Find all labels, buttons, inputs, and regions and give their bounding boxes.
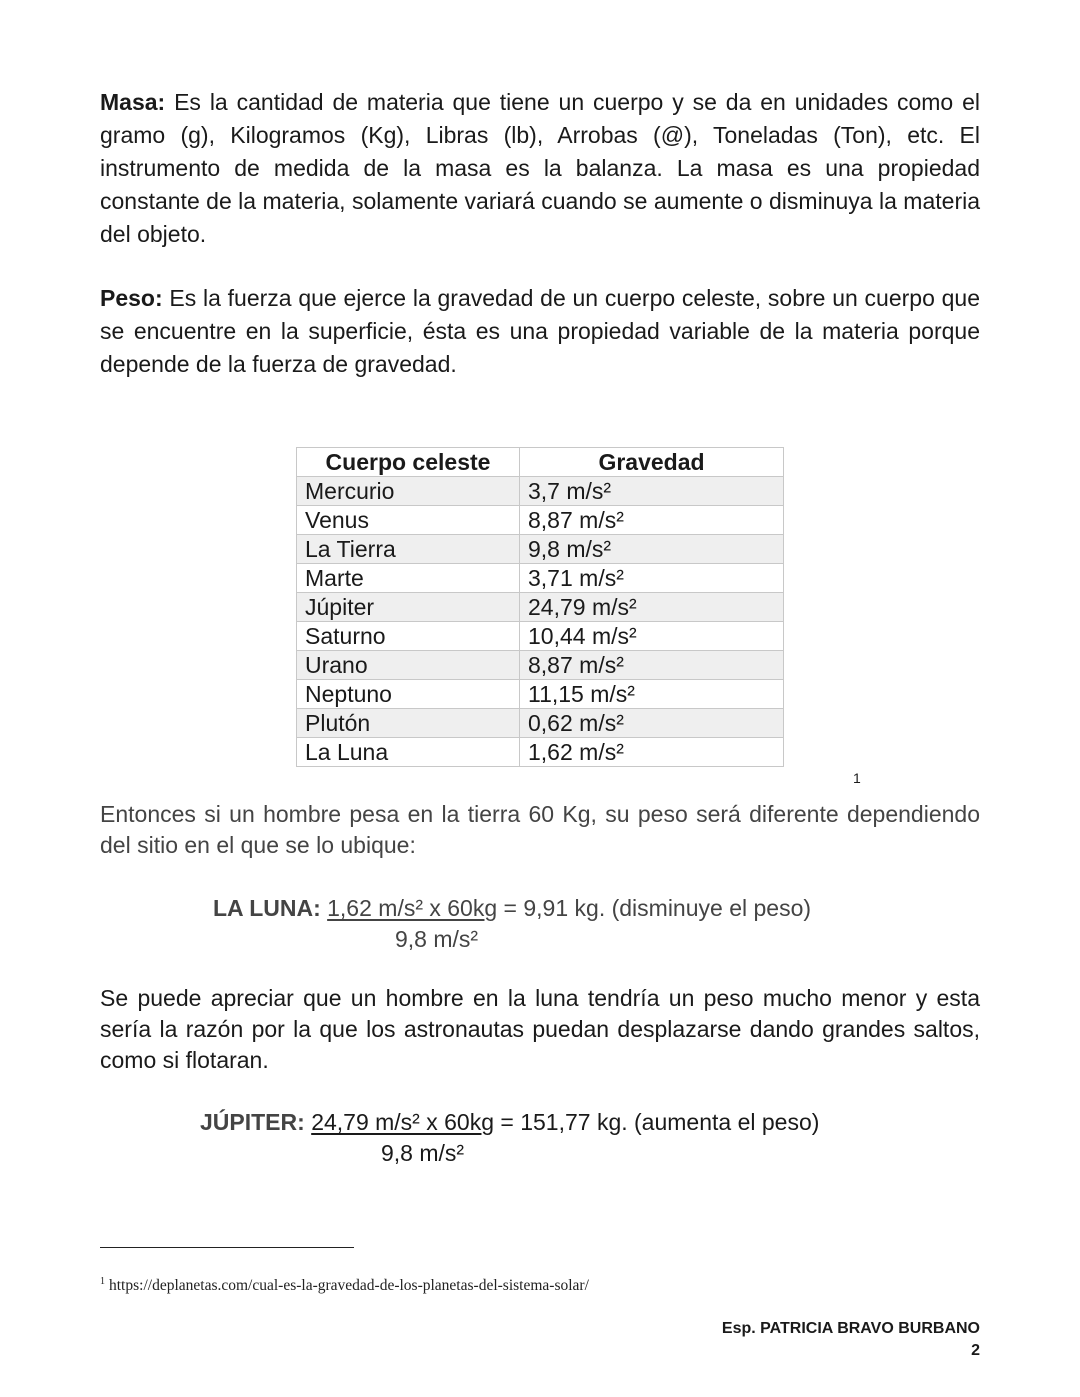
peso-term: Peso: (100, 285, 163, 311)
cell-gravity: 0,62 m/s² (520, 709, 784, 738)
jupiter-numerator: 24,79 m/s² x 60kg (311, 1109, 494, 1135)
luna-equation (213, 893, 811, 923)
jupiter-denominator: 9,8 m/s² (381, 1140, 465, 1166)
cell-gravity: 11,15 m/s² (520, 680, 784, 709)
table-row (297, 593, 784, 622)
cell-body: Venus (297, 506, 520, 535)
table-row (297, 506, 784, 535)
cell-body: Saturno (297, 622, 520, 651)
cell-body: La Tierra (297, 535, 520, 564)
cell-body: La Luna (297, 738, 520, 767)
footnote-mark: 1 (100, 1276, 105, 1287)
entonces-paragraph: Entonces si un hombre pesa en la tierra 60 Kg, su peso será diferente dependiendo del sitio en el que se lo ubique: (100, 801, 980, 858)
table-row (297, 651, 784, 680)
table-header-row (297, 448, 784, 477)
masa-paragraph (100, 86, 980, 251)
masa-text: Es la cantidad de materia que tiene un cuerpo y se da en unidades como el gramo (g), Kilogramos (Kg), Libras (lb), Arrobas (@), Toneladas (Ton), etc. El instrumento de medida de la masa es la balanza. La masa es una propiedad constante de la materia, solamente variará cuando se aumente o disminuya la materia del objeto. (100, 89, 980, 247)
cell-gravity: 3,71 m/s² (520, 564, 784, 593)
cell-gravity: 8,87 m/s² (520, 651, 784, 680)
jupiter-result: = 151,77 kg. (aumenta el peso) (500, 1109, 820, 1135)
cell-gravity: 1,62 m/s² (520, 738, 784, 767)
cell-body: Marte (297, 564, 520, 593)
footnote (100, 1276, 589, 1295)
cell-body: Mercurio (297, 477, 520, 506)
cell-gravity: 9,8 m/s² (520, 535, 784, 564)
luna-denominator: 9,8 m/s² (395, 926, 479, 952)
author-name: Esp. PATRICIA BRAVO BURBANO (721, 1320, 980, 1337)
cell-body: Neptuno (297, 680, 520, 709)
cell-gravity: 24,79 m/s² (520, 593, 784, 622)
table-row (297, 680, 784, 709)
table-row (297, 738, 784, 767)
cell-body: Plutón (297, 709, 520, 738)
table-row (297, 709, 784, 738)
cell-gravity: 10,44 m/s² (520, 622, 784, 651)
header-cuerpo: Cuerpo celeste (297, 448, 520, 477)
apreciar-paragraph: Se puede apreciar que un hombre en la luna tendría un peso mucho menor y esta sería la razón por la que los astronautas puedan desplazarse dando grandes saltos, como si flotaran. (100, 985, 980, 1073)
header-gravedad: Gravedad (520, 448, 784, 477)
jupiter-equation (200, 1107, 819, 1137)
peso-paragraph (100, 282, 980, 381)
cell-body: Urano (297, 651, 520, 680)
footnote-url[interactable]: https://deplanetas.com/cual-es-la-gravedad-de-los-planetas-del-sistema-solar/ (109, 1277, 589, 1295)
luna-result: = 9,91 kg. (disminuye el peso) (503, 895, 812, 921)
table-row (297, 535, 784, 564)
page-number: 2 (971, 1342, 980, 1359)
cell-gravity: 8,87 m/s² (520, 506, 784, 535)
table-row (297, 622, 784, 651)
masa-term: Masa: (100, 89, 166, 115)
footnote-separator (100, 1247, 354, 1248)
footnote-reference: 1 (853, 770, 861, 786)
luna-numerator: 1,62 m/s² x 60kg (327, 895, 498, 921)
cell-gravity: 3,7 m/s² (520, 477, 784, 506)
jupiter-label: JÚPITER: (200, 1109, 305, 1135)
table-row (297, 564, 784, 593)
cell-body: Júpiter (297, 593, 520, 622)
luna-label: LA LUNA: (213, 895, 321, 921)
table-row (297, 477, 784, 506)
peso-text: Es la fuerza que ejerce la gravedad de un cuerpo celeste, sobre un cuerpo que se encuentre en la superficie, ésta es una propiedad variable de la materia porque depende de la fuerza de gravedad. (100, 285, 980, 377)
gravity-table (296, 447, 784, 767)
